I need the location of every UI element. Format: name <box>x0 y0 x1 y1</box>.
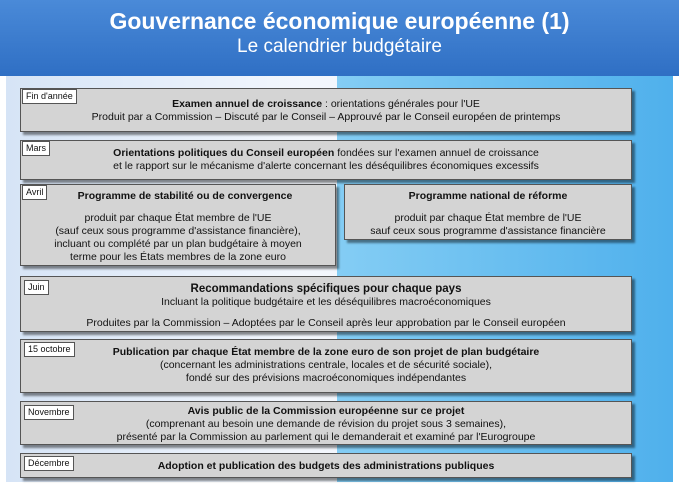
step-box-mars <box>20 140 632 180</box>
step-box-novembre <box>20 401 632 445</box>
step-label-mars: Mars <box>22 141 50 156</box>
step-box-15-octobre <box>20 339 632 393</box>
step-line: Produites par la Commission – Adoptées par le Conseil après leur approbation par le Conseil européen <box>86 317 566 329</box>
step-line: produit par chaque État membre de l'UE <box>84 212 272 224</box>
step-line: et le rapport sur le mécanisme d'alerte concernant les déséquilibres économiques excessifs <box>113 160 539 172</box>
title-banner <box>0 0 679 76</box>
step-line: terme pour les États membres de la zone euro <box>70 251 286 263</box>
step-title: Publication par chaque État membre de la zone euro de son projet de plan budgétaire <box>112 346 540 358</box>
step-title-rest: : orientations générales pour l'UE <box>322 98 480 110</box>
step-box-avril-stabilite <box>20 184 336 266</box>
step-label-avril: Avril <box>22 185 47 200</box>
step-line: Incluant la politique budgétaire et les déséquilibres macroéconomiques <box>161 296 491 308</box>
step-label-fin-annee: Fin d'année <box>22 89 77 104</box>
step-line: sauf ceux sous programme d'assistance financière <box>370 225 606 237</box>
step-title: Avis public de la Commission européenne sur ce projet <box>187 405 465 417</box>
step-title: Recommandations spécifiques pour chaque pays <box>190 283 462 295</box>
step-title: Adoption et publication des budgets des administrations publiques <box>157 460 495 472</box>
step-title: Programme national de réforme <box>408 190 568 202</box>
page-subtitle: Le calendrier budgétaire <box>237 36 442 57</box>
step-line: (comprenant au besoin une demande de révision du projet sous 3 semaines), <box>145 418 507 430</box>
step-label-juin: Juin <box>24 280 49 295</box>
step-box-juin <box>20 276 632 332</box>
step-label-15-octobre: 15 octobre <box>24 342 75 357</box>
step-box-fin-annee <box>20 88 632 132</box>
step-line: Produit par a Commission – Discuté par le Conseil – Approuvé par le Conseil européen de printemps <box>91 111 561 123</box>
page-title: Gouvernance économique européenne (1) <box>109 8 570 34</box>
step-box-programme-national <box>344 184 632 240</box>
step-line: produit par chaque État membre de l'UE <box>394 212 582 224</box>
step-line: présenté par la Commission au parlement qui le demanderait et examiné par l'Eurogroupe <box>116 431 536 443</box>
step-line: (sauf ceux sous programme d'assistance financière), <box>55 225 301 237</box>
step-label-decembre: Décembre <box>24 456 74 471</box>
step-line: (concernant les administrations centrale, locales et de sécurité sociale), <box>159 359 493 371</box>
step-title: Orientations politiques du Conseil européen <box>113 147 335 159</box>
step-title-rest: fondées sur l'examen annuel de croissance <box>334 147 539 159</box>
step-title: Examen annuel de croissance <box>172 98 323 110</box>
step-label-novembre: Novembre <box>24 405 74 420</box>
step-title: Programme de stabilité ou de convergence <box>77 190 293 202</box>
step-box-decembre <box>20 453 632 478</box>
step-line: fondé sur des prévisions macroéconomiques indépendantes <box>185 372 467 384</box>
step-line: incluant ou complété par un plan budgétaire à moyen <box>54 238 302 250</box>
